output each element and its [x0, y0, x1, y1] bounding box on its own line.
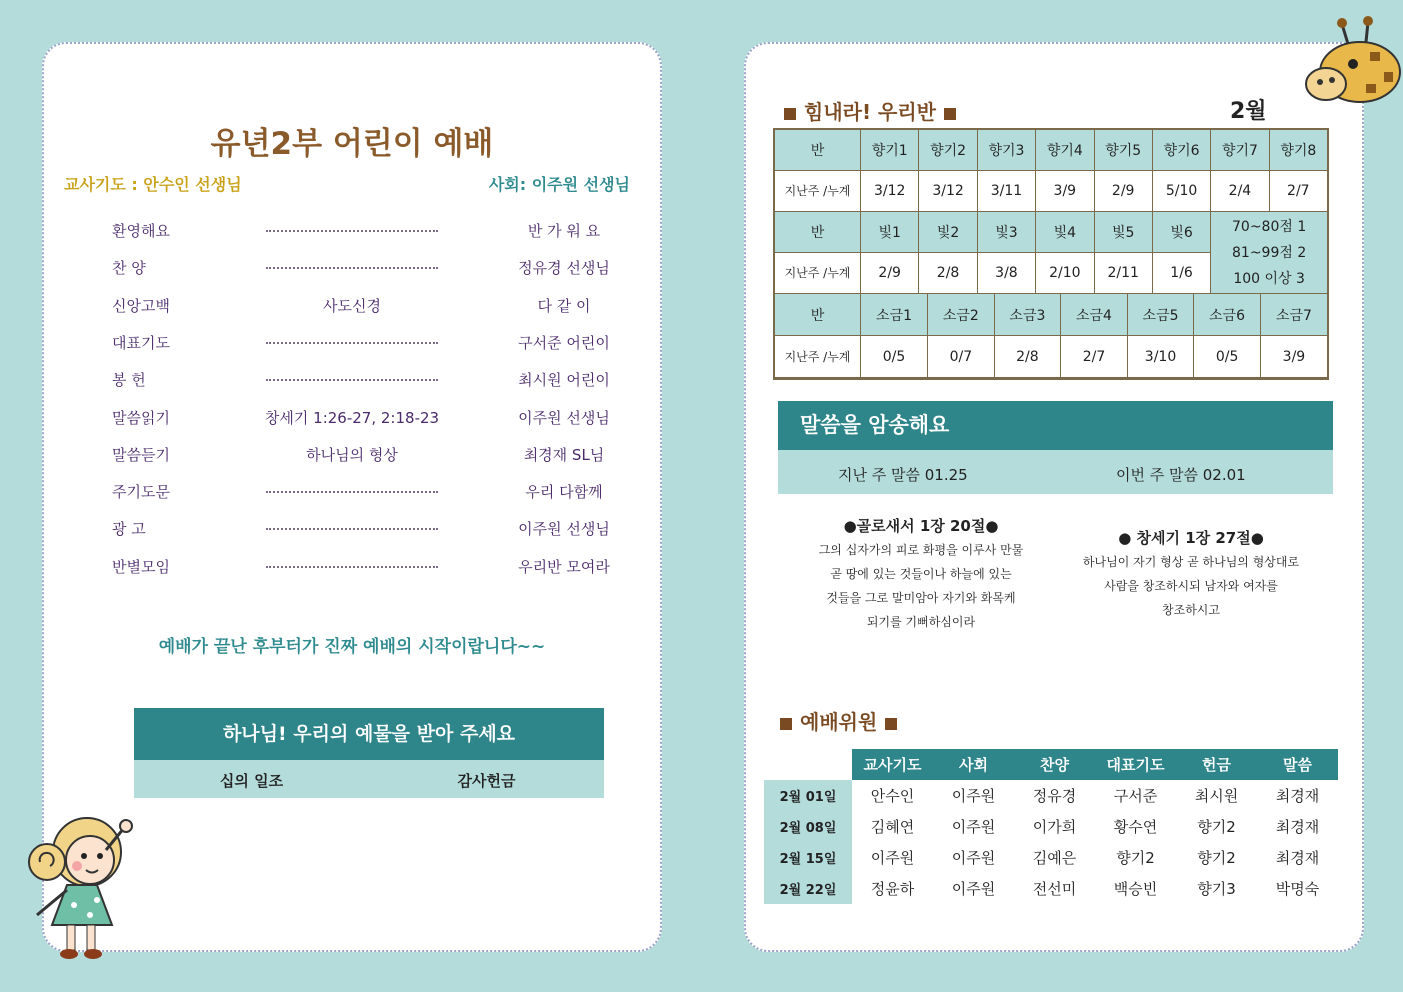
order-content: 사도신경: [323, 296, 381, 315]
attendance-value: 0/5: [882, 348, 906, 365]
class-name: 향기2: [919, 130, 977, 171]
class-name: 빛4: [1036, 212, 1094, 253]
committee-date: 2월 22일: [764, 873, 852, 904]
committee-table: [764, 749, 1338, 904]
worship-order-row: [44, 481, 660, 505]
class-name: 빛1: [861, 212, 919, 253]
committee-cell: 이가희: [1032, 818, 1077, 836]
worship-order-row: [44, 369, 660, 393]
attendance-value: 5/10: [1152, 171, 1210, 212]
order-item: 봉 헌: [112, 371, 146, 390]
committee-cell: 김혜연: [870, 818, 915, 836]
worship-order-row: [44, 295, 660, 319]
committee-row: [764, 780, 1338, 811]
class-name: 소금1: [861, 294, 928, 335]
last-week-verse: 지난 주 말씀 01.25: [838, 466, 968, 484]
committee-date: 2월 15일: [764, 842, 852, 873]
committee-header: 대표기도: [1095, 749, 1176, 780]
attendance-value: 3/12: [861, 171, 919, 212]
class-name: 향기5: [1094, 130, 1152, 171]
class-header-label: 반: [775, 130, 861, 171]
attendance-value: 2/7: [1269, 171, 1327, 212]
attendance-value: 2/8: [919, 253, 977, 294]
dotted-leader: [266, 491, 438, 493]
this-week-verse: 이번 주 말씀 02.01: [1116, 466, 1246, 484]
verse-colossians: [786, 514, 1056, 634]
committee-cell: 향기2: [1116, 849, 1155, 867]
committee-cell: 이주원: [951, 818, 996, 836]
committee-cell: 정윤하: [870, 880, 915, 898]
attendance-value: 2/7: [1061, 336, 1128, 377]
attendance-title: 힘내라! 우리반: [804, 100, 937, 124]
class-name: 빛2: [919, 212, 977, 253]
committee-cell: 최경재: [1275, 787, 1320, 805]
committee-cell: 이주원: [870, 849, 915, 867]
attendance-value: 2/9: [1094, 171, 1152, 212]
committee-date: 2월 08일: [764, 811, 852, 842]
verse-line: 것들을 그로 말미암아 자기와 화목케: [826, 591, 1016, 605]
verse-line: 그의 십자가의 피로 화평을 이루사 만물: [818, 543, 1024, 557]
class-name: 빛3: [977, 212, 1035, 253]
dotted-leader: [266, 342, 438, 344]
committee-header: 헌금: [1176, 749, 1257, 780]
attendance-value: 2/10: [1036, 253, 1094, 294]
dotted-leader: [266, 379, 438, 381]
score-line: 81~99점 2: [1232, 244, 1307, 261]
salt-value-group: [861, 336, 1328, 378]
committee-cell: 이주원: [951, 787, 996, 805]
attendance-row-label: 지난주 /누계: [775, 336, 861, 378]
committee-cell: 향기2: [1197, 849, 1236, 867]
square-bullet-icon: [784, 108, 796, 120]
worship-order-row: [44, 220, 660, 244]
class-name: 빛6: [1152, 212, 1210, 253]
class-header-label: 반: [775, 294, 861, 336]
attendance-value: 1/6: [1152, 253, 1210, 294]
page-title: 유년2부 어린이 예배: [210, 126, 494, 162]
attendance-value: 2/9: [861, 253, 919, 294]
offering-title: 하나님! 우리의 예물을 받아 주세요: [134, 708, 604, 760]
order-person: 구서준 어린이: [518, 333, 610, 352]
dotted-leader: [266, 230, 438, 232]
committee-title: 예배위원: [800, 710, 878, 734]
committee-cell: 백승빈: [1113, 880, 1158, 898]
attendance-value: 3/12: [919, 171, 977, 212]
committee-cell: 향기3: [1197, 880, 1236, 898]
committee-header: 찬양: [1014, 749, 1095, 780]
class-name: 소금3: [994, 294, 1061, 335]
class-name: 향기1: [861, 130, 919, 171]
square-bullet-icon: [780, 718, 792, 730]
attendance-value: 3/9: [1036, 171, 1094, 212]
verse-line: 곧 땅에 있는 것들이나 하늘에 있는: [830, 567, 1012, 581]
class-name: 향기8: [1269, 130, 1327, 171]
committee-cell: 최경재: [1275, 818, 1320, 836]
order-person: 이주원 선생님: [518, 520, 610, 539]
order-person: 정유경 선생님: [518, 259, 610, 278]
committee-cell: 정유경: [1032, 787, 1077, 805]
committee-cell: 이주원: [951, 880, 996, 898]
verse-line: 되기를 기뻐하심이라: [866, 615, 976, 629]
attendance-value: 2/4: [1211, 171, 1269, 212]
order-item: 대표기도: [112, 333, 170, 352]
score-line: 70~80점 1: [1232, 218, 1307, 235]
order-content: 하나님의 형상: [306, 445, 398, 464]
host: 사회: 이주원 선생님: [488, 175, 630, 194]
committee-corner: [764, 749, 852, 780]
attendance-value: 0/7: [928, 336, 995, 377]
closing-message: 예배가 끝난 후부터가 진짜 예배의 시작이랍니다~~: [158, 637, 546, 657]
attendance-value: 2/8: [994, 336, 1061, 377]
attendance-value: 2/11: [1094, 253, 1152, 294]
verse-line: 하나님이 자기 형상 곧 하나님의 형상대로: [1082, 555, 1300, 569]
score-line: 100 이상 3: [1233, 270, 1305, 287]
square-bullet-icon: [944, 108, 956, 120]
attendance-heading: [776, 96, 964, 125]
prayer-leader: 교사기도 : 안수인 선생님: [64, 175, 242, 194]
girl-illustration: [12, 790, 142, 970]
order-item: 신앙고백: [112, 296, 170, 315]
verse-line: 사람을 창조하시되 남자와 여자를: [1104, 579, 1278, 593]
offering-row: [134, 760, 604, 798]
dotted-leader: [266, 267, 438, 269]
class-name: 소금7: [1260, 294, 1327, 335]
order-item: 광 고: [112, 520, 146, 539]
worship-order-row: [44, 444, 660, 468]
committee-cell: 황수연: [1113, 818, 1158, 836]
month-label: 2월: [1230, 99, 1267, 124]
class-name: 소금6: [1194, 294, 1261, 335]
dotted-leader: [266, 528, 438, 530]
verse-ref: ● 창세기 1장 27절●: [1118, 529, 1264, 547]
order-item: 환영해요: [112, 222, 170, 240]
committee-heading: [772, 706, 905, 735]
committee-cell: 이주원: [951, 849, 996, 867]
worship-order-row: [44, 518, 660, 542]
order-person: 최경재 SL님: [523, 445, 605, 464]
attendance-row-label: 지난주 /누계: [775, 253, 861, 294]
score-legend: [1211, 212, 1328, 294]
committee-cell: 구서준: [1113, 787, 1158, 805]
attendance-table: [774, 129, 1328, 378]
order-person: 우리 다함께: [525, 483, 603, 502]
class-name: 향기6: [1152, 130, 1210, 171]
committee-cell: 최경재: [1275, 849, 1320, 867]
class-name: 빛5: [1094, 212, 1152, 253]
class-header-label: 반: [775, 212, 861, 253]
class-name: 향기7: [1211, 130, 1269, 171]
committee-row: [764, 842, 1338, 873]
verse-line: 창조하시고: [1162, 603, 1220, 617]
class-name: 소금4: [1061, 294, 1128, 335]
committee-cell: 안수인: [870, 787, 915, 805]
order-item: 찬 양: [112, 259, 146, 278]
committee-row: [764, 811, 1338, 842]
attendance-value: 3/9: [1260, 336, 1327, 377]
committee-header: 교사기도: [852, 749, 933, 780]
attendance-value: 0/5: [1194, 336, 1261, 377]
worship-order-row: [44, 332, 660, 356]
order-content: 창세기 1:26-27, 2:18-23: [264, 408, 440, 427]
committee-cell: 박명숙: [1275, 880, 1320, 898]
worship-order-row: [44, 407, 660, 431]
class-name: 소금2: [928, 294, 995, 335]
order-item: 주기도문: [112, 483, 170, 502]
worship-order-row: [44, 257, 660, 281]
order-person: 이주원 선생님: [518, 408, 610, 427]
committee-cell: 향기2: [1197, 818, 1236, 836]
verse-ref: ●골로새서 1장 20절●: [843, 517, 999, 535]
committee-date: 2월 01일: [764, 780, 852, 811]
class-name: 향기4: [1036, 130, 1094, 171]
committee-cell: 최시원: [1194, 787, 1239, 805]
memorize-title: 말씀을 암송해요: [778, 401, 1333, 450]
attendance-value: 3/8: [977, 253, 1035, 294]
order-person: 우리반 모여라: [518, 557, 610, 576]
order-item: 반별모임: [112, 557, 170, 576]
committee-cell: 김예은: [1032, 849, 1077, 867]
order-item: 말씀듣기: [112, 445, 170, 464]
committee-header: 사회: [933, 749, 1014, 780]
committee-cell: 전선미: [1032, 880, 1077, 898]
class-name: 향기3: [977, 130, 1035, 171]
order-person: 반 가 워 요: [527, 222, 601, 240]
offering-tithe: 십의 일조: [219, 772, 284, 790]
worship-order-row: [44, 556, 660, 580]
square-bullet-icon: [885, 718, 897, 730]
committee-header: 말씀: [1257, 749, 1338, 780]
salt-header-group: [861, 294, 1328, 336]
dotted-leader: [266, 566, 438, 568]
memorize-row: [778, 450, 1333, 494]
offering-thanks: 감사헌금: [457, 772, 516, 790]
verse-genesis: [1056, 526, 1326, 622]
committee-row: [764, 873, 1338, 904]
giraffe-illustration: [1298, 14, 1403, 109]
order-item: 말씀읽기: [112, 408, 170, 427]
order-person: 최시원 어린이: [518, 371, 610, 390]
attendance-value: 3/10: [1127, 336, 1194, 377]
attendance-row-label: 지난주 /누계: [775, 171, 861, 212]
right-panel: [744, 42, 1364, 952]
class-name: 소금5: [1127, 294, 1194, 335]
order-person: 다 같 이: [537, 296, 591, 315]
attendance-value: 3/11: [977, 171, 1035, 212]
